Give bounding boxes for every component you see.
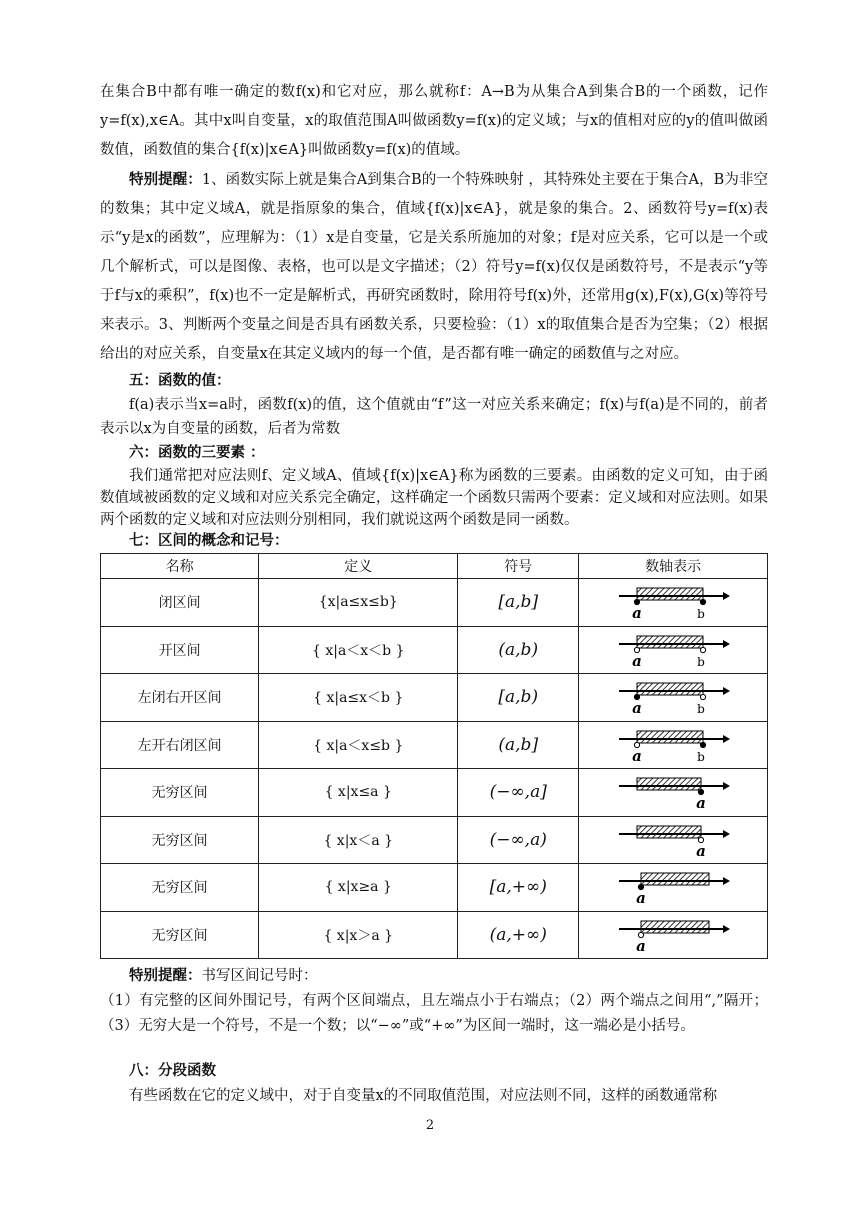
paragraph-piecewise: 有些函数在它的定义域中，对于自变量x的不同取值范围，对应法则不同，这样的函数通常称: [129, 1088, 718, 1104]
cell-number-line: [579, 674, 768, 722]
cell-symbol: (a,b): [458, 626, 579, 674]
endpoint-label: b: [697, 654, 705, 669]
paragraph-three-elements: 我们通常把对应法则f、定义域A、值域{f(x)|x∈A}称为函数的三要素。由函数的定义可知，由于函数值域被函数的定义域和对应关系完全确定，这样确定一个函数只需两个要素：定义域和对应法则。如果两个函数的定义域和对应法则分别相同，我们就说这两个函数是同一函数。: [100, 468, 768, 528]
header-definition: 定义: [259, 554, 458, 579]
open-endpoint: [700, 695, 705, 700]
interval-shaded-region: [641, 873, 709, 885]
interval-table: [100, 553, 768, 959]
cell-definition: { x|a≤x＜b }: [259, 674, 458, 722]
cell-name: 无穷区间: [101, 911, 259, 959]
table-row: [101, 579, 768, 627]
endpoint-label: a: [632, 604, 642, 623]
tip-label: 特别提醒：: [129, 967, 202, 984]
table-row: [101, 721, 768, 769]
number-line-graphic: [613, 677, 733, 717]
table-row: [101, 911, 768, 959]
cell-number-line: [579, 816, 768, 864]
cell-symbol: [a,+∞): [458, 864, 579, 912]
endpoint-label: a: [696, 794, 706, 813]
tip-text: 1、函数实际上就是集合A到集合B的一个特殊映射 ，其特殊处主要在于集合A，B为非空的数集；其中定义域A，就是指原象的集合，值域{f(x)|x∈A}，就是象的集合。2、函数符号y=f(x)表示“y是x的函数”，应理解为：（1）x是自变量，它是关系所施加的对象；f是对应关系，它可以是一个或几个解析式，可以是图像、表格，也可以是文字描述；（2）符号y=f(x)仅仅是函数符号，不是表示“y等于f与x的乘积”，f(x)也不一定是解析式，再研究函数时，除用符号f(x)外，还常用g(x),F(x),G(x)等符号来表示。3、判断两个变量之间是否具有函数关系，只要检验：（1）x的取值集合是否为空集；（2）根据给出的对应关系，自变量x在其定义域内的每一个值，是否都有唯一确定的函数值与之对应。: [100, 172, 768, 362]
cell-symbol: (a,b]: [458, 721, 579, 769]
axis-arrow-icon: [723, 640, 730, 648]
cell-definition: { x|x＜a }: [259, 816, 458, 864]
cell-definition: { x|a＜x≤b }: [259, 721, 458, 769]
cell-number-line: [579, 769, 768, 817]
endpoint-label: a: [636, 936, 646, 955]
cell-number-line: [579, 579, 768, 627]
axis-arrow-icon: [723, 782, 730, 790]
axis-arrow-icon: [723, 830, 730, 838]
number-line-graphic: [613, 820, 733, 860]
table-header-row: [101, 554, 768, 579]
cell-name: 左开右闭区间: [101, 721, 259, 769]
interval-shaded-region: [637, 683, 703, 695]
endpoint-label: a: [632, 651, 642, 670]
cell-symbol: (−∞,a): [458, 816, 579, 864]
header-number-line: 数轴表示: [579, 554, 768, 579]
cell-definition: { x|x≤a }: [259, 769, 458, 817]
number-line-graphic: [613, 867, 733, 907]
cell-definition: { x|x＞a }: [259, 911, 458, 959]
heading-piecewise: 八：分段函数: [129, 1062, 216, 1079]
paragraph-function-value: f(a)表示当x=a时，函数f(x)的值，这个值就由“f”这一对应关系来确定；f(x)与f(a)是不同的，前者表示以x为自变量的函数，后者为常数: [100, 397, 768, 437]
interval-shaded-region: [641, 921, 709, 933]
table-row: [101, 816, 768, 864]
interval-shaded-region: [637, 636, 703, 648]
interval-shaded-region: [637, 826, 701, 838]
cell-name: 无穷区间: [101, 816, 259, 864]
cell-name: 闭区间: [101, 579, 259, 627]
cell-name: 开区间: [101, 626, 259, 674]
tip-label: 特别提醒：: [129, 171, 202, 188]
table-row: [101, 674, 768, 722]
closed-endpoint: [700, 600, 705, 605]
axis-arrow-icon: [723, 687, 730, 695]
paragraph-tip-2: [100, 963, 768, 989]
axis-arrow-icon: [723, 735, 730, 743]
cell-symbol: (−∞,a]: [458, 769, 579, 817]
endpoint-label: a: [632, 699, 642, 718]
table-row: [101, 864, 768, 912]
heading-three-elements: 六：函数的三要素 ：: [129, 444, 265, 461]
page-number: 2: [425, 1118, 435, 1133]
heading-function-value: 五：函数的值：: [129, 372, 231, 389]
interval-shaded-region: [637, 778, 701, 790]
document-page: [100, 78, 768, 1109]
cell-number-line: [579, 626, 768, 674]
cell-name: 无穷区间: [101, 864, 259, 912]
cell-symbol: [a,b]: [458, 579, 579, 627]
endpoint-label: a: [632, 746, 642, 765]
cell-number-line: [579, 864, 768, 912]
number-line-graphic: [613, 915, 733, 955]
table-row: [101, 626, 768, 674]
cell-definition: { x|a＜x＜b }: [259, 626, 458, 674]
cell-name: 左闭右开区间: [101, 674, 259, 722]
axis-arrow-icon: [723, 592, 730, 600]
open-endpoint: [700, 647, 705, 652]
header-name: 名称: [101, 554, 259, 579]
endpoint-label: a: [636, 889, 646, 908]
endpoint-label: b: [697, 702, 705, 717]
axis-arrow-icon: [723, 925, 730, 933]
paragraph-tip-1: [100, 165, 768, 369]
closed-endpoint: [700, 742, 705, 747]
endpoint-label: b: [697, 607, 705, 622]
heading-interval: 七：区间的概念和记号：: [129, 532, 289, 549]
interval-shaded-region: [637, 588, 703, 600]
cell-name: 无穷区间: [101, 769, 259, 817]
header-symbol: 符号: [458, 554, 579, 579]
number-line-graphic: [613, 582, 733, 622]
cell-number-line: [579, 721, 768, 769]
table-row: [101, 769, 768, 817]
cell-number-line: [579, 911, 768, 959]
interval-shaded-region: [637, 731, 703, 743]
tip-text: 书写区间记号时：: [201, 968, 318, 984]
paragraph-tip-2-body: （1）有完整的区间外围记号，有两个区间端点，且左端点小于右端点；（2）两个端点之间用“,”隔开；（3）无穷大是一个符号，不是一个数；以“−∞”或“+∞”为区间一端时，这一端必是小括号。: [100, 993, 768, 1034]
number-line-graphic: [613, 725, 733, 765]
axis-arrow-icon: [723, 877, 730, 885]
endpoint-label: a: [696, 841, 706, 860]
cell-definition: {x|a≤x≤b}: [259, 579, 458, 627]
number-line-graphic: [613, 772, 733, 812]
number-line-graphic: [613, 630, 733, 670]
cell-symbol: [a,b): [458, 674, 579, 722]
cell-definition: { x|x≥a }: [259, 864, 458, 912]
paragraph-function-definition: 在集合B中都有唯一确定的数f(x)和它对应，那么就称f：A→B为从集合A到集合B的一个函数，记作y=f(x),x∈A。其中x叫自变量，x的取值范围A叫做函数y=f(x)的定义域；与x的值相对应的y的值叫做函数值，函数值的集合{f(x)|x∈A}叫做函数y=f(x)的值域。: [100, 84, 768, 158]
cell-symbol: (a,+∞): [458, 911, 579, 959]
endpoint-label: b: [697, 749, 705, 764]
